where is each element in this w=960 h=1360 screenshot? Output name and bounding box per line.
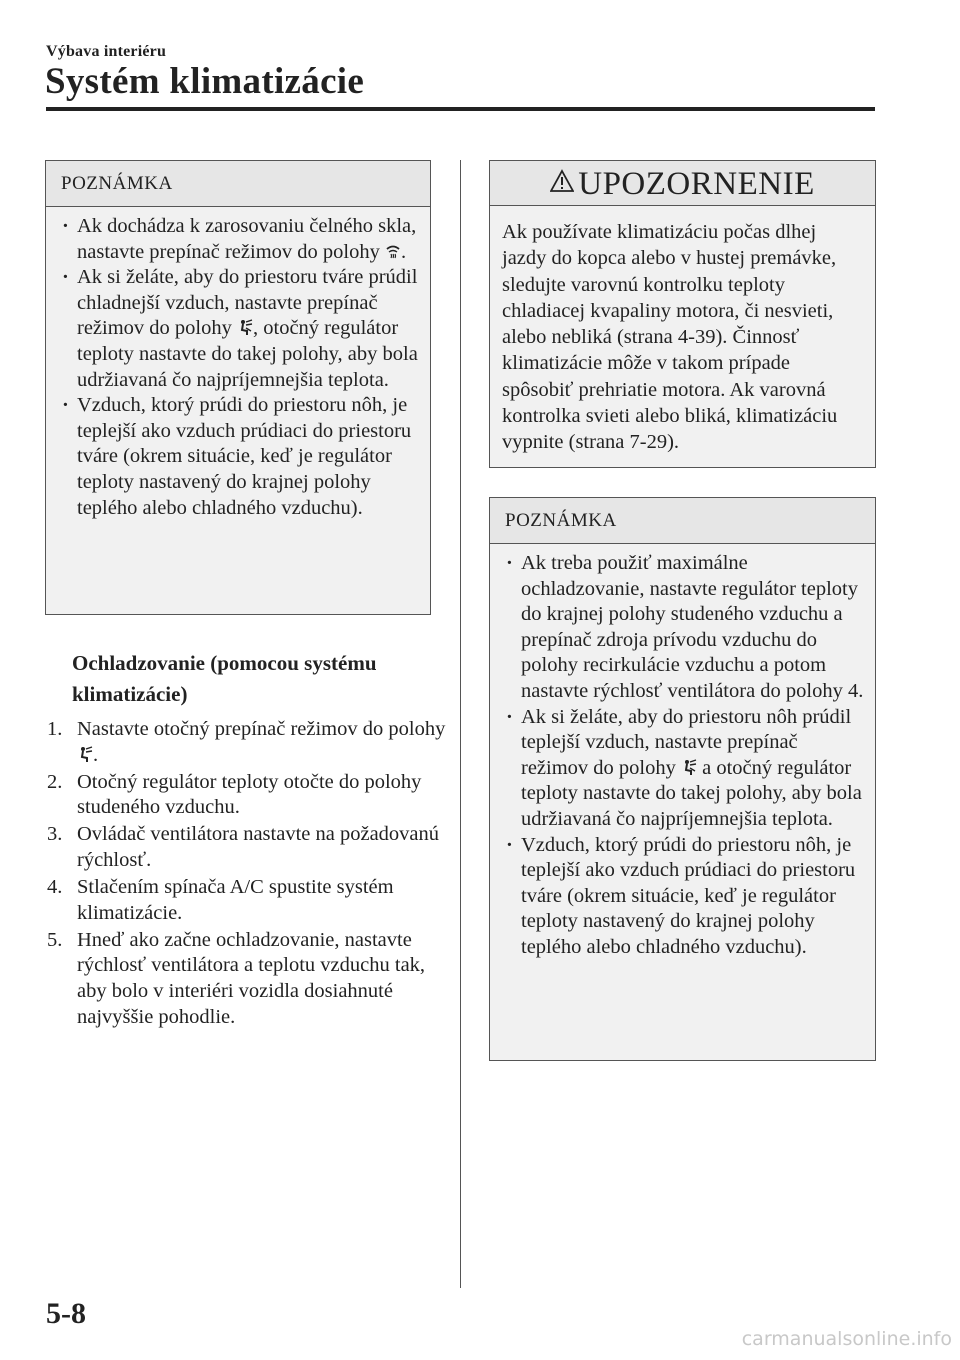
bi-level-icon — [237, 318, 253, 335]
note-body — [46, 207, 430, 614]
face-vent-icon — [77, 745, 93, 762]
watermark: carmanualsonline.info — [741, 1328, 952, 1350]
page-number: 5-8 — [46, 1297, 86, 1330]
note-body — [490, 544, 875, 1060]
step-item: 1. Nastavte otočný prepínač režimov do polohy . — [47, 718, 446, 766]
page-title: Systém klimatizácie — [45, 61, 365, 102]
caution-box — [489, 160, 876, 468]
note-bullet: · Vzduch, ktorý prúdi do priestoru nôh, je teplejší ako vzduch prúdiaci do priestoru tváre (okrem situácie, keď je regulátor teploty nastavený do krajnej polohy teplého alebo chladného vzduchu). — [506, 833, 856, 958]
step-item: 5. Hneď ako začne ochladzovanie, nastavte rýchlosť ventilátora a teplotu vzduchu tak, aby bolo v interiéri vozidla dosiahnuté najvyššie pohodlie. — [47, 928, 426, 1028]
caution-heading: UPOZORNENIE — [490, 161, 875, 206]
note-heading: POZNÁMKA — [46, 161, 430, 207]
note-bullet: · Vzduch, ktorý prúdi do priestoru nôh, je teplejší ako vzduch prúdiaci do priestoru tváre (okrem situácie, keď je regulátor teploty nastavený do krajnej polohy teplého alebo chladného vzduchu). — [62, 394, 412, 519]
note-bullet: · Ak treba použiť maximálne ochladzovanie, nastavte regulátor teploty do krajnej polohy studeného vzduchu a prepínač zdroja prívodu vzduchu do polohy recirkulácie vzduchu a potom nastavte rýchlosť ventilátora do polohy 4. — [506, 552, 864, 702]
warning-triangle-icon — [550, 161, 574, 185]
bi-level-icon — [681, 758, 697, 775]
column-divider — [460, 160, 461, 1288]
cooling-steps — [47, 717, 447, 1032]
step-item: 4. Stlačením spínača A/C spustite systém klimatizácie. — [47, 876, 394, 924]
note-heading: POZNÁMKA — [490, 498, 875, 544]
step-item: 3. Ovládač ventilátora nastavte na požadovanú rýchlosť. — [47, 823, 440, 871]
note-bullet: · Ak dochádza k zarosovaniu čelného skla, nastavte prepínač režimov do polohy . — [62, 215, 417, 263]
note-box-1 — [45, 160, 431, 615]
caution-text: Ak používate klimatizáciu počas dlhej jazdy do kopca alebo v hustej premávke, sledujte varovnú kontrolku teploty chladiacej kvapaliny motora, či nesvieti, alebo nebliká (strana 4-39). Činnosť klimatizácie môže v takom prípade spôsobiť prehriatie motora. Ak varovná kontrolka svieti alebo bliká, klimatizáciu vypnite (strana 7-29). — [490, 206, 875, 467]
note-bullet: · Ak si želáte, aby do priestoru nôh prúdil teplejší vzduch, nastavte prepínač režimov do polohy a otočný regulátor teploty nastavte do takej polohy, aby bola udržiavaná čo najpríjemnejšia teplota. — [506, 705, 862, 830]
note-bullet: · Ak si želáte, aby do priestoru tváre prúdil chladnejší vzduch, nastavte prepínač režimov do polohy , otočný regulátor teploty nastavte do takej polohy, aby bola udržiavaná čo najpríjemnejšia teplota. — [62, 266, 418, 391]
cooling-subheading: Ochladzovanie (pomocou systému klimatizácie) — [72, 651, 377, 706]
windshield-defrost-icon — [385, 242, 401, 259]
section-label: Výbava interiéru — [46, 43, 167, 60]
header-rule — [46, 107, 875, 111]
note-box-2 — [489, 497, 876, 1061]
step-item: 2. Otočný regulátor teploty otočte do polohy studeného vzduchu. — [47, 770, 422, 819]
